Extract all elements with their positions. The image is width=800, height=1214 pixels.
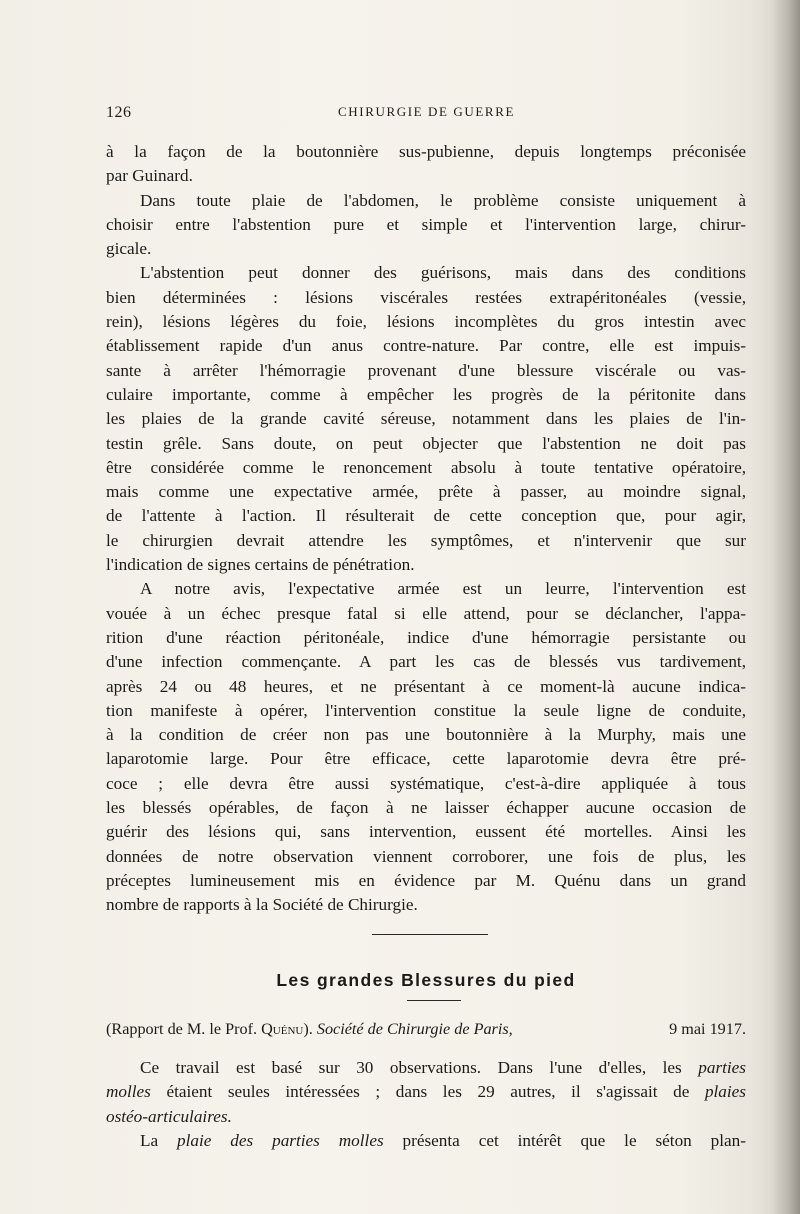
text-line: le chirurgien devrait attendre les symptômes, et n'intervenir que sur: [106, 530, 746, 550]
report-author: Quénu: [261, 1020, 304, 1038]
text-line: [106, 1105, 746, 1129]
text-line: sante à arrêter l'hémorragie provenant d'une blessure viscérale ou vas-: [106, 360, 746, 380]
text-line: A notre avis, l'expectative armée est un leurre, l'intervention est: [140, 579, 746, 599]
body-text: [106, 140, 746, 918]
text-line: par Guinard.: [106, 166, 193, 186]
text-line: [106, 1080, 746, 1104]
section-divider: [372, 934, 488, 935]
text-line: mais comme une expectative armée, prête à passer, au moindre signal,: [106, 482, 746, 502]
page-edge-shadow: [772, 0, 800, 1214]
text-line: [106, 1129, 746, 1153]
text-line: après 24 ou 48 heures, et ne présentant à ce moment-là aucune indica-: [106, 676, 746, 696]
text-run: étaient seules intéressées ; dans les 29 autres, il s'agissait de: [150, 1082, 705, 1102]
text-run: présenta cet intérêt que le séton plan-: [383, 1130, 746, 1150]
text-run: Ce travail est basé sur 30 observations. Dans l'une d'elles, les: [140, 1058, 699, 1077]
text-line: préceptes lumineusement mis en évidence par M. Quénu dans un grand: [106, 870, 746, 890]
italic-run: parties: [698, 1058, 746, 1077]
report-society: Société de Chirurgie de Paris,: [316, 1020, 513, 1038]
text-line: être considérée comme le renoncement absolu à toute tentative opératoire,: [106, 457, 746, 477]
title-underline: [407, 1000, 461, 1001]
text-line: à la condition de créer non pas une boutonnière à la Murphy, mais une: [106, 725, 746, 745]
report-prefix: (Rapport de M. le Prof.: [106, 1020, 262, 1038]
text-line: d'une infection commençante. A part les cas de blessés vus tardivement,: [106, 652, 746, 672]
text-line: gicale.: [106, 239, 152, 259]
italic-run: molles: [106, 1082, 151, 1102]
text-line: établissement rapide d'un anus contre-nature. Par contre, elle est impuis-: [106, 336, 746, 356]
text-line: L'abstention peut donner des guérisons, mais dans des conditions: [140, 263, 746, 283]
text-line: les blessés opérables, de façon à ne laisser échapper aucune occasion de: [106, 798, 746, 818]
text-line: nombre de rapports à la Société de Chirurgie.: [106, 895, 418, 915]
report-date: 9 mai 1917.: [669, 1020, 746, 1038]
text-line: de l'attente à l'action. Il résulterait de cette conception que, pour agir,: [106, 506, 746, 526]
report-after-author: ).: [303, 1020, 317, 1038]
running-head: CHIRURGIE DE GUERRE: [338, 104, 516, 119]
italic-run: ostéo-articulaires.: [106, 1106, 232, 1126]
italic-run: plaies: [704, 1082, 746, 1102]
text-line: laparotomie large. Pour être efficace, cette laparotomie devra être pré-: [106, 749, 746, 769]
text-line: tion manifeste à opérer, l'intervention constitue la seule ligne de conduite,: [106, 700, 746, 720]
text-line: guérir des lésions qui, sans intervention, eussent été mortelles. Ainsi les: [106, 822, 746, 842]
text-line: l'indication de signes certains de pénétration.: [106, 555, 415, 575]
text-line: Dans toute plaie de l'abdomen, le problème consiste uniquement à: [140, 190, 746, 210]
text-line: bien déterminées : lésions viscérales restées extrapéritonéales (vessie,: [106, 287, 746, 307]
text-line: culaire importante, comme à empêcher les progrès de la péritonite dans: [106, 384, 746, 404]
text-line: vouée à un échec presque fatal si elle attend, pour se déclancher, l'appa-: [106, 603, 746, 623]
text-line: rein), lésions légères du foie, lésions incomplètes du gros intestin avec: [106, 312, 746, 332]
text-line: coce ; elle devra être aussi systématique, c'est-à-dire appliquée à tous: [106, 773, 746, 793]
text-line: choisir entre l'abstention pure et simple et l'intervention large, chirur-: [106, 214, 746, 234]
italic-run: plaie des parties molles: [177, 1130, 384, 1150]
text-line: rition d'une réaction péritonéale, indice d'une hémorragie persistante ou: [106, 627, 746, 647]
report-citation: [106, 1020, 746, 1039]
text-line: à la façon de la boutonnière sus-pubienne, depuis longtemps préconisée: [106, 142, 746, 161]
page-header: [106, 100, 742, 126]
text-run: La: [140, 1130, 178, 1150]
text-line: les plaies de la grande cavité séreuse, notamment dans les plaies de l'in-: [106, 409, 746, 429]
text-line: données de notre observation viennent corroborer, une fois de plus, les: [106, 846, 746, 866]
page-number: 126: [106, 104, 132, 121]
section-title: Les grandes Blessures du pied: [276, 970, 576, 990]
text-line: [106, 1056, 746, 1080]
section-text: [106, 1056, 746, 1153]
text-line: testin grêle. Sans doute, on peut objecter que l'abstention ne doit pas: [106, 433, 746, 453]
